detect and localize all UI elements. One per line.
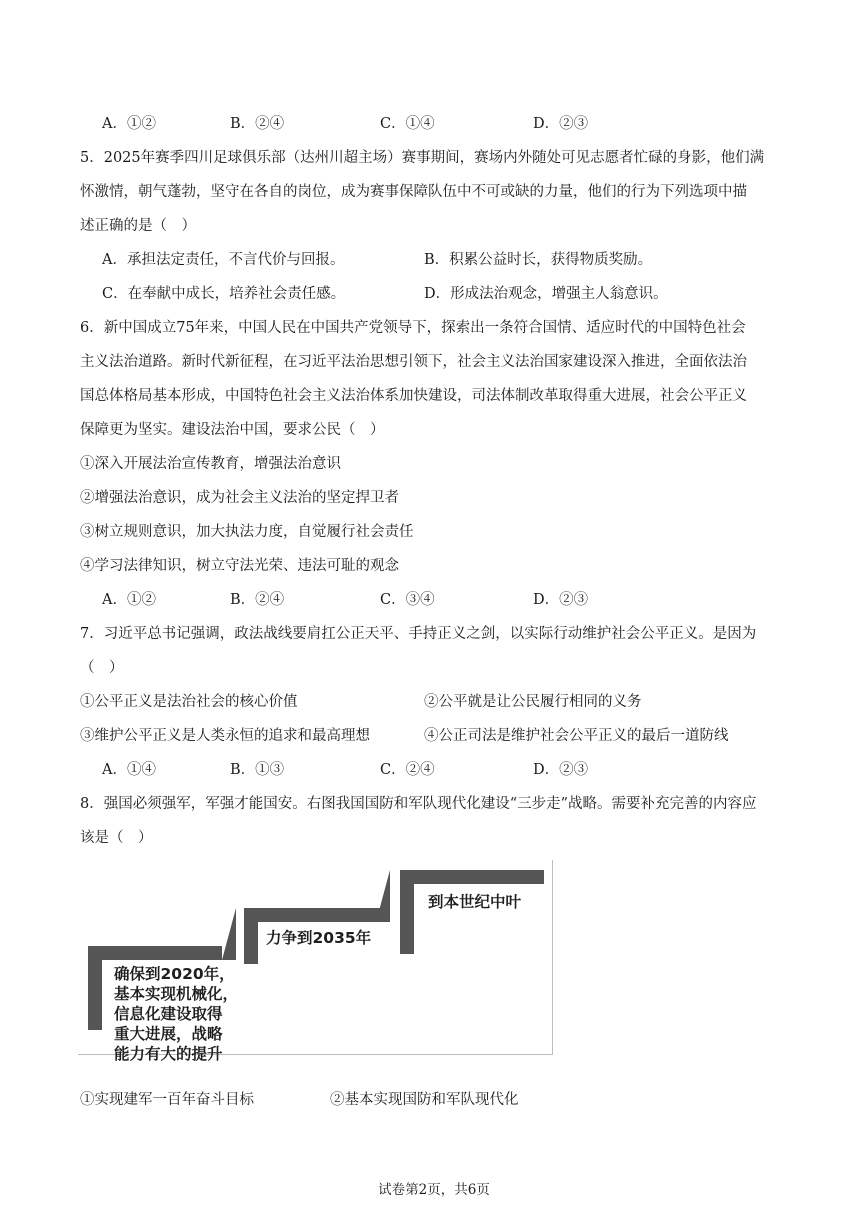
- step1-left-bar: [88, 946, 102, 1030]
- q4-option-a: A．①②: [102, 116, 156, 132]
- step3-top-bar: [400, 870, 544, 884]
- step2-top-bar: [244, 908, 384, 922]
- step1-corner: [222, 908, 236, 960]
- step1-top-bar: [88, 946, 222, 960]
- q5-stem-line: 述正确的是（ ）: [80, 218, 196, 234]
- step1-line: 基本实现机械化，: [114, 985, 239, 1003]
- q6-item: ③树立规则意识，加大执法力度，自觉履行社会责任: [80, 524, 414, 540]
- q6-stem-line: 主义法治道路。新时代新征程，在习近平法治思想引领下，社会主义法治国家建设深入推进，全面依法治: [80, 354, 747, 370]
- step1-line: 能力有大的提升: [114, 1045, 223, 1063]
- q8-item: ①实现建军一百年奋斗目标: [80, 1092, 254, 1108]
- q5-option-c: C．在奉献中成长，培养社会责任感。: [102, 286, 346, 302]
- step2-left-bar: [244, 908, 258, 964]
- step1-text: [114, 964, 238, 1064]
- diagram-frame-right: [552, 860, 553, 1054]
- q6-option-d: D．②③: [533, 592, 589, 608]
- q8-item: ②基本实现国防和军队现代化: [330, 1092, 519, 1108]
- q7-option-b: B．①③: [230, 762, 285, 778]
- q5-option-d: D．形成法治观念，增强主人翁意识。: [424, 286, 668, 302]
- q7-option-d: D．②③: [533, 762, 589, 778]
- step3-left-bar: [400, 870, 414, 954]
- q6-option-c: C．③④: [380, 592, 435, 608]
- step1-line: 确保到2020年，: [114, 965, 235, 983]
- q6-item: ①深入开展法治宣传教育，增强法治意识: [80, 456, 341, 472]
- q6-stem-line: 国总体格局基本形成，中国特色社会主义法治体系加快建设，司法体制改革取得重大进展，社会公平正义: [80, 388, 747, 404]
- step3-text: 到本世纪中叶: [428, 893, 522, 911]
- q5-stem-line: 5．2025年赛季四川足球俱乐部（达州川超主场）赛事期间，赛场内外随处可见志愿者忙碌的身影，他们满: [80, 150, 765, 166]
- page-footer: 试卷第2页，共6页: [378, 1182, 490, 1198]
- step2-text: 力争到2035年: [266, 929, 372, 947]
- step1-line: 信息化建设取得: [114, 1005, 223, 1023]
- q7-option-a: A．①④: [102, 762, 156, 778]
- q7-item: ③维护公平正义是人类永恒的追求和最高理想: [80, 728, 370, 744]
- q8-stem-line: 该是（ ）: [80, 830, 153, 846]
- three-step-strategy-diagram: [78, 860, 554, 1063]
- q6-option-a: A．①②: [102, 592, 156, 608]
- q7-item: ④公正司法是维护社会公平正义的最后一道防线: [424, 728, 729, 744]
- q7-item: ①公平正义是法治社会的核心价值: [80, 694, 298, 710]
- q6-item: ②增强法治意识，成为社会主义法治的坚定捍卫者: [80, 490, 399, 506]
- q6-stem-line: 保障更为坚实。建设法治中国，要求公民（ ）: [80, 422, 385, 438]
- q8-stem-line: 8．强国必须强军，军强才能国安。右图我国国防和军队现代化建设“三步走”战略。需要补充完善的内容应: [80, 796, 757, 812]
- q6-item: ④学习法律知识，树立守法光荣、违法可耻的观念: [80, 558, 399, 574]
- step2-corner: [376, 870, 390, 922]
- q7-stem-line: （ ）: [80, 660, 124, 676]
- q4-option-d: D．②③: [533, 116, 589, 132]
- q5-option-b: B．积累公益时长，获得物质奖励。: [424, 252, 653, 268]
- q5-option-a: A．承担法定责任，不言代价与回报。: [102, 252, 345, 268]
- q7-option-c: C．②④: [380, 762, 435, 778]
- q4-option-c: C．①④: [380, 116, 435, 132]
- q7-item: ②公平就是让公民履行相同的义务: [424, 694, 642, 710]
- q5-stem-line: 怀激情，朝气蓬勃，坚守在各自的岗位，成为赛事保障队伍中不可或缺的力量，他们的行为下列选项中描: [80, 184, 747, 200]
- step1-line: 重大进展，战略: [114, 1025, 223, 1043]
- q6-option-b: B．②④: [230, 592, 285, 608]
- q4-option-b: B．②④: [230, 116, 285, 132]
- q6-stem-line: 6．新中国成立75年来，中国人民在中国共产党领导下，探索出一条符合国情、适应时代的中国特色社会: [80, 320, 746, 336]
- q7-stem-line: 7．习近平总书记强调，政法战线要肩扛公正天平、手持正义之剑，以实际行动维护社会公平正义。是因为: [80, 626, 757, 642]
